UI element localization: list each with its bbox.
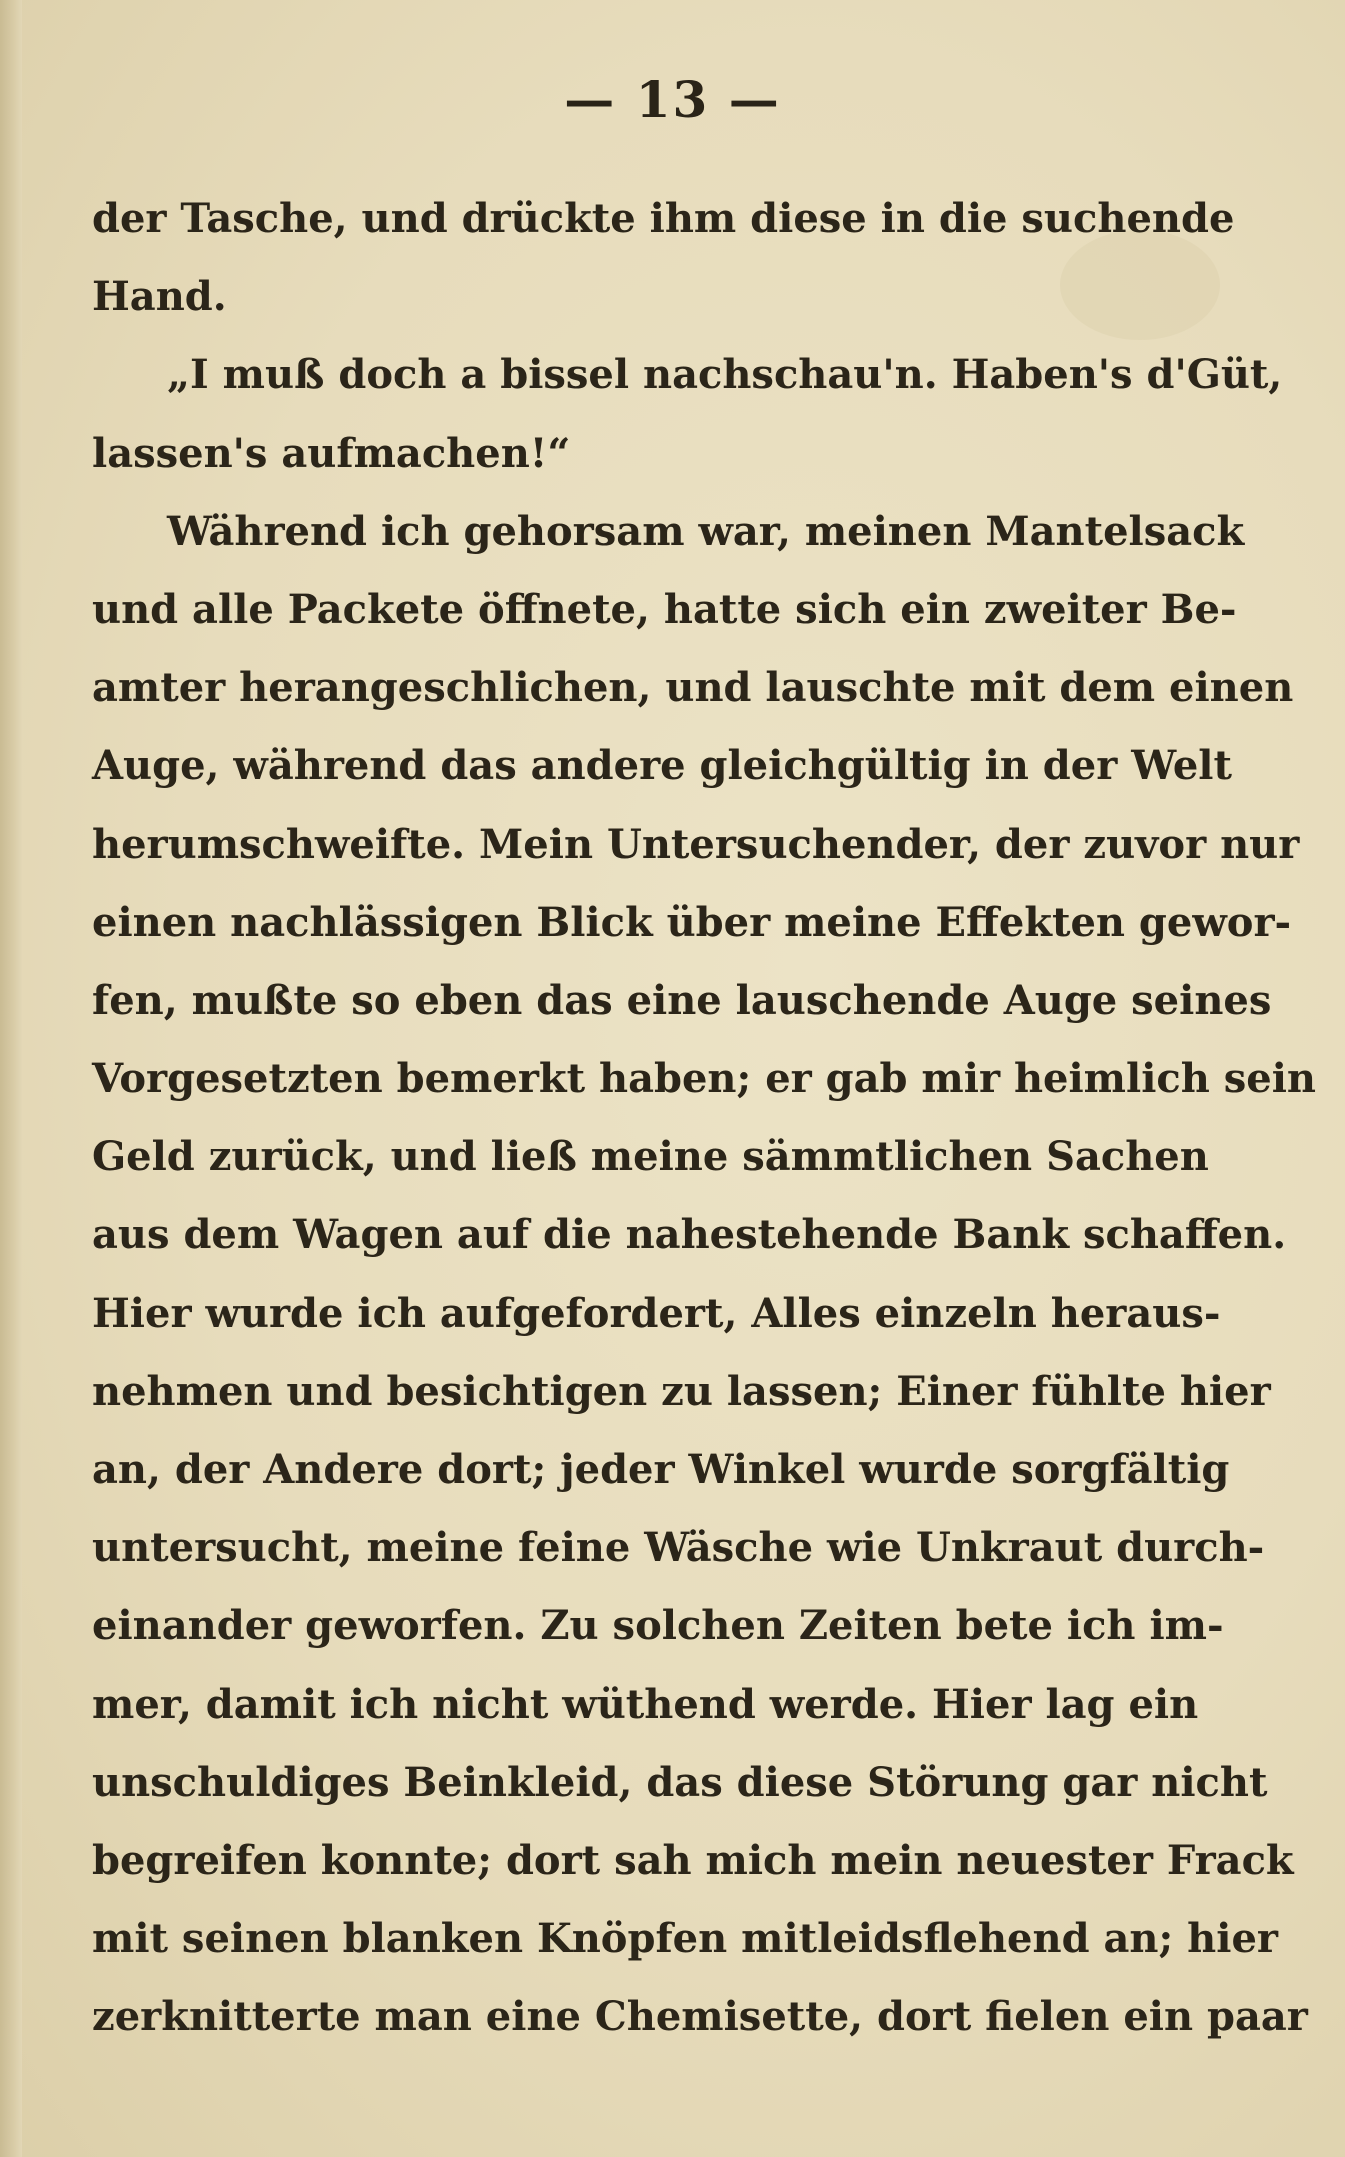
text-line: Hier wurde ich aufgefordert, Alles einzeln heraus-: [92, 1289, 1221, 1337]
text-line: Auge, während das andere gleichgültig in der Welt: [92, 742, 1232, 790]
text-line: der Tasche, und drückte ihm diese in die suchende: [92, 195, 1235, 242]
text-line: Während ich gehorsam war, meinen Mantelsack: [167, 507, 1245, 555]
body-text: [92, 180, 1317, 2057]
text-line: untersucht, meine feine Wäsche wie Unkraut durch-: [92, 1524, 1265, 1572]
text-line: zerknitterte man eine Chemisette, dort fielen ein paar: [92, 1993, 1308, 2041]
text-line: mer, damit ich nicht wüthend werde. Hier lag ein: [92, 1680, 1199, 1728]
text-line: begreifen konnte; dort sah mich mein neuester Frack: [92, 1836, 1294, 1884]
text-line: „I muß doch a bissel nachschau'n. Haben's d'Güt,: [167, 351, 1283, 399]
text-line: Hand.: [92, 273, 227, 321]
text-line: Vorgesetzten bemerkt haben; er gab mir heimlich sein: [92, 1055, 1317, 1103]
text-line: amter herangeschlichen, und lauschte mit dem einen: [92, 664, 1294, 712]
text-line: einen nachlässigen Blick über meine Effekten gewor-: [92, 898, 1292, 946]
text-line: lassen's aufmachen!“: [92, 429, 571, 477]
text-line: unschuldiges Beinkleid, das diese Störung gar nicht: [92, 1758, 1268, 1806]
page-gutter: [0, 0, 22, 2157]
text-line: mit seinen blanken Knöpfen mitleidsflehend an; hier: [92, 1915, 1278, 1963]
text-line: nehmen und besichtigen zu lassen; Einer fühlte hier: [92, 1367, 1271, 1415]
text-line: einander geworfen. Zu solchen Zeiten bete ich im-: [92, 1602, 1224, 1650]
text-line: und alle Packete öffnete, hatte sich ein zweiter Be-: [92, 585, 1237, 633]
page-number-header: — 13 —: [564, 70, 781, 129]
text-line: aus dem Wagen auf die nahestehende Bank schaffen.: [92, 1211, 1287, 1259]
text-line: an, der Andere dort; jeder Winkel wurde sorgfältig: [92, 1446, 1230, 1493]
text-line: herumschweifte. Mein Untersuchender, der zuvor nur: [92, 820, 1300, 868]
text-line: Geld zurück, und ließ meine sämmtlichen Sachen: [92, 1133, 1209, 1181]
text-line: fen, mußte so eben das eine lauschende Auge seines: [92, 976, 1272, 1024]
